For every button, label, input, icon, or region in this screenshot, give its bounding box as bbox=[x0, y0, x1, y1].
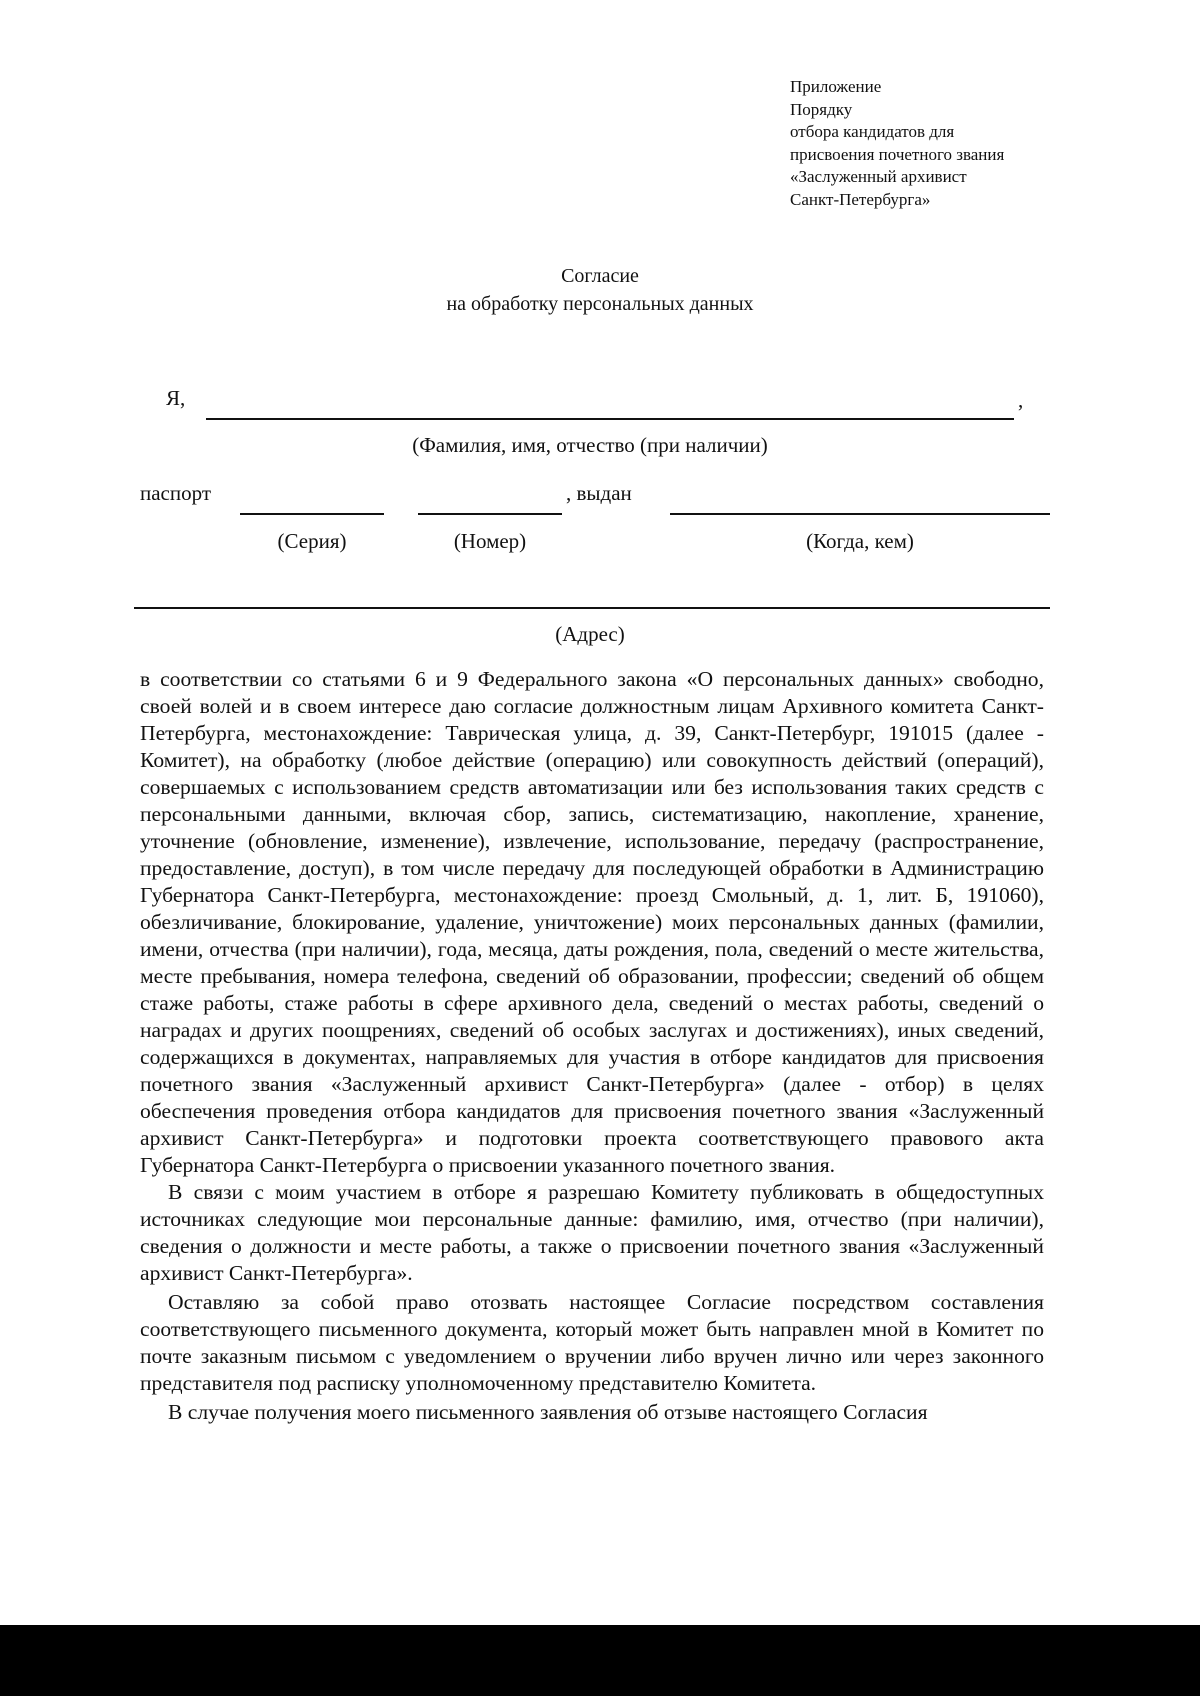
appendix-header bbox=[790, 76, 1090, 211]
name-field-line[interactable] bbox=[206, 418, 1014, 420]
consent-paragraph: в соответствии со статьями 6 и 9 Федерального закона «О персональных данных» свободно, своей волей и в своем интересе даю согласие должностным лицам Архивного комитета Санкт-Петербурга, местонахождение: Таврическая улица, д. 39, Санкт-Петербург, 191015 (далее - Комитет), на обработку (любое действие (операцию) или совокупность действий (операций), совершаемых с использованием средств автоматизации или без использования таких средств с персональными данными, включая сбор, запись, систематизацию, накопление, хранение, уточнение (обновление, изменение), извлечение, использование, передачу (распространение, предоставление, доступ), в том числе передачу для последующей обработки в Администрацию Губернатора Санкт-Петербурга, местонахождение: проезд Смольный, д. 1, лит. Б, 191060), обезличивание, блокирование, удаление, уничтожение) моих персональных данных (фамилии, имени, отчества (при наличии), года, месяца, даты рождения, пола, сведений о месте жительства, месте пребывания, номера телефона, сведений об образовании, профессии; сведений об общем стаже работы, стаже работы в сфере архивного дела, сведений о местах работы, сведений о наградах и других поощрениях, сведений об особых заслугах и достижениях), иных сведений, содержащихся в документах, направляемых для участия в отборе кандидатов для присвоения почетного звания «Заслуженный архивист Санкт-Петербурга» (далее - отбор) в целях обеспечения проведения отбора кандидатов для присвоения почетного звания «Заслуженный архивист Санкт-Петербурга» и подготовки проекта соответствующего правового акта Губернатора Санкт-Петербурга о присвоении указанного почетного звания. bbox=[140, 667, 1044, 1177]
consent-paragraph: В случае получения моего письменного заявления об отзыве настоящего Согласия bbox=[168, 1400, 928, 1424]
appendix-line: отбора кандидатов для bbox=[790, 122, 955, 141]
consent-body bbox=[140, 666, 1044, 1426]
appendix-line: Санкт-Петербурга» bbox=[790, 189, 931, 209]
appendix-line: присвоения почетного звания bbox=[790, 144, 1005, 164]
appendix-line: «Заслуженный архивист bbox=[790, 167, 967, 186]
appendix-line: Порядку bbox=[790, 99, 853, 119]
passport-issued-line[interactable] bbox=[670, 513, 1050, 515]
passport-series-line[interactable] bbox=[240, 513, 384, 515]
series-caption: (Серия) bbox=[277, 529, 347, 553]
address-field-line[interactable] bbox=[134, 607, 1050, 609]
number-caption: (Номер) bbox=[453, 529, 527, 553]
consent-paragraph: Оставляю за собой право отозвать настоящее Согласие посредством составления соответствующего письменного документа, который может быть направлен мной в Комитет по почте заказным письмом с уведомлением о вручении либо вручен лично или через законного представителя под расписку уполномоченному представителю Комитета. bbox=[140, 1290, 1044, 1395]
document-title: Согласие bbox=[561, 265, 639, 287]
address-caption: (Адрес) bbox=[555, 622, 625, 646]
name-caption: (Фамилия, имя, отчество (при наличии) bbox=[412, 433, 768, 457]
consent-paragraph: В связи с моим участием в отборе я разрешаю Комитету публиковать в общедоступных источниках следующие мои персональные данные: фамилию, имя, отчество (при наличии), сведения о должности и месте работы, а также о присвоении почетного звания «Заслуженный архивист Санкт-Петербурга». bbox=[140, 1180, 1044, 1285]
passport-number-line[interactable] bbox=[418, 513, 562, 515]
name-comma: , bbox=[1018, 388, 1024, 412]
document-subtitle: на обработку персональных данных bbox=[446, 293, 754, 315]
passport-label: паспорт bbox=[140, 481, 212, 505]
when-caption: (Когда, кем) bbox=[806, 529, 914, 553]
issued-label: , выдан bbox=[566, 481, 632, 505]
ya-label: Я, bbox=[166, 386, 186, 410]
scan-bottom-border bbox=[0, 1625, 1200, 1696]
appendix-line: Приложение bbox=[790, 77, 882, 96]
